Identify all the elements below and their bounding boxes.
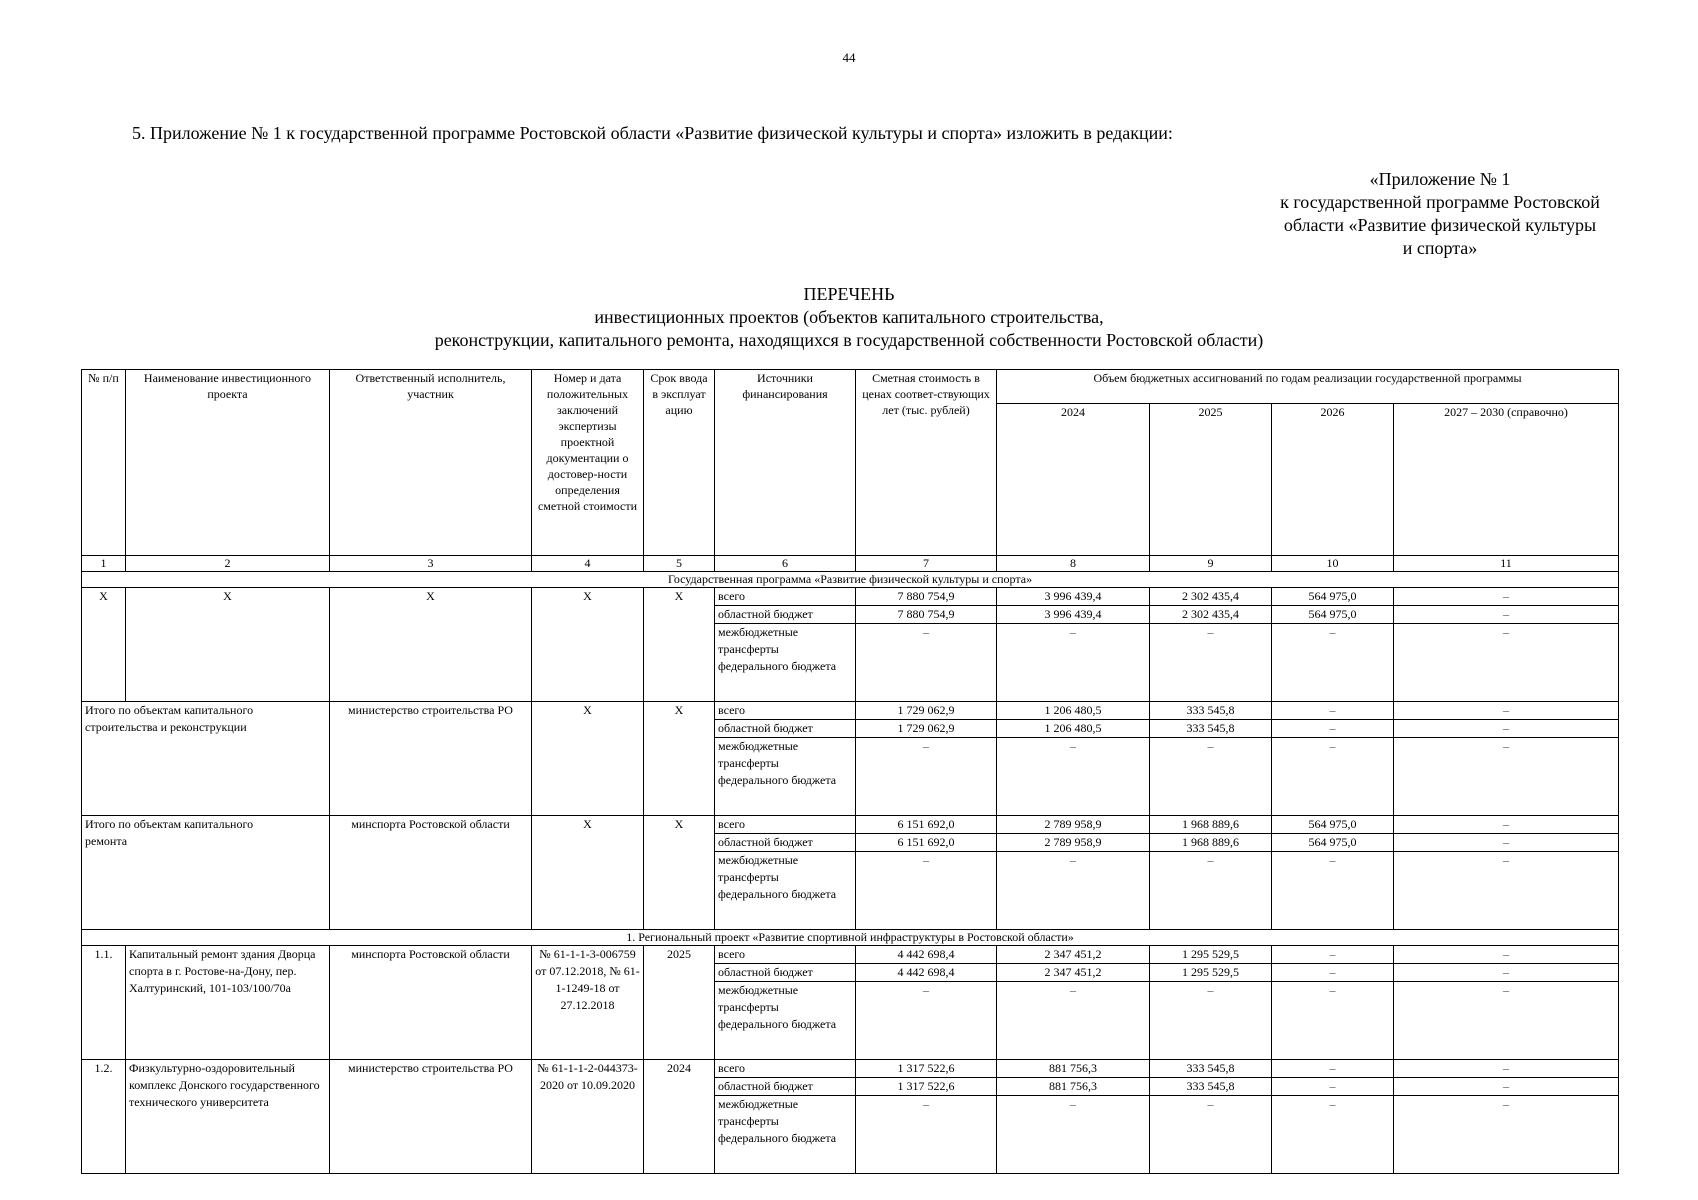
document-title	[0, 283, 1698, 352]
funding-source: областной бюджет	[715, 720, 856, 738]
funding-source: областной бюджет	[715, 1078, 856, 1096]
header-cost: Сметная стоимость в ценах соответ-ствующих лет (тыс. рублей)	[856, 370, 997, 556]
project-number: X	[82, 588, 126, 702]
commissioning-term: X	[644, 816, 715, 930]
funding-source: межбюджетные трансферты федерального бюджета	[715, 738, 856, 816]
amount-2024: 881 756,3	[997, 1060, 1150, 1078]
title-line: ПЕРЕЧЕНЬ	[803, 284, 895, 304]
amount-2024: 2 789 958,9	[997, 834, 1150, 852]
expertise-details: X	[532, 702, 644, 816]
estimated-cost: –	[856, 982, 997, 1060]
amount-2027-2030: –	[1394, 738, 1619, 816]
responsible-executor: министерство строительства РО	[330, 1060, 532, 1174]
table-row	[82, 946, 1619, 964]
amount-2027-2030: –	[1394, 964, 1619, 982]
expertise-details: X	[532, 816, 644, 930]
amount-2024: 3 996 439,4	[997, 588, 1150, 606]
section-title: 1. Региональный проект «Развитие спортивной инфраструктуры в Ростовской области»	[82, 930, 1619, 946]
estimated-cost: –	[856, 738, 997, 816]
estimated-cost: –	[856, 1096, 997, 1174]
column-number: 3	[330, 556, 532, 572]
funding-source: межбюджетные трансферты федерального бюджета	[715, 1096, 856, 1174]
amount-2026: 564 975,0	[1272, 606, 1394, 624]
estimated-cost: 1 317 522,6	[856, 1078, 997, 1096]
annex-header	[1240, 168, 1640, 260]
estimated-cost: 4 442 698,4	[856, 964, 997, 982]
amount-2024: 2 347 451,2	[997, 946, 1150, 964]
commissioning-term: 2025	[644, 946, 715, 1060]
amount-2026: –	[1272, 964, 1394, 982]
funding-source: всего	[715, 1060, 856, 1078]
funding-source: межбюджетные трансферты федерального бюджета	[715, 852, 856, 930]
table-row	[82, 816, 1619, 834]
estimated-cost: 7 880 754,9	[856, 588, 997, 606]
funding-source: областной бюджет	[715, 964, 856, 982]
expertise-details: X	[532, 588, 644, 702]
column-number: 10	[1272, 556, 1394, 572]
column-number: 1	[82, 556, 126, 572]
annex-line: и спорта»	[1402, 238, 1478, 258]
title-line: реконструкции, капитального ремонта, находящихся в государственной собственности Ростовской области)	[434, 330, 1264, 350]
amount-2027-2030: –	[1394, 1078, 1619, 1096]
amount-2026: –	[1272, 852, 1394, 930]
amount-2026: 564 975,0	[1272, 588, 1394, 606]
amount-2027-2030: –	[1394, 702, 1619, 720]
amount-2027-2030: –	[1394, 588, 1619, 606]
amount-2025: –	[1150, 1096, 1272, 1174]
project-name: Итого по объектам капитального ремонта	[82, 816, 330, 930]
project-name: Итого по объектам капитального строительства и реконструкции	[82, 702, 330, 816]
amount-2024: –	[997, 1096, 1150, 1174]
estimated-cost: 6 151 692,0	[856, 816, 997, 834]
amount-2024: –	[997, 982, 1150, 1060]
column-numbers-row	[82, 556, 1619, 572]
header-name: Наименование инвестиционного проекта	[126, 370, 330, 556]
responsible-executor: минспорта Ростовской области	[330, 946, 532, 1060]
amount-2025: 1 968 889,6	[1150, 816, 1272, 834]
header-volume: Объем бюджетных ассигнований по годам реализации государственной программы	[997, 370, 1619, 404]
amount-2024: 2 347 451,2	[997, 964, 1150, 982]
amount-2027-2030: –	[1394, 982, 1619, 1060]
amount-2027-2030: –	[1394, 834, 1619, 852]
amount-2026: –	[1272, 1078, 1394, 1096]
amount-2027-2030: –	[1394, 852, 1619, 930]
amount-2025: 333 545,8	[1150, 1060, 1272, 1078]
amount-2025: –	[1150, 982, 1272, 1060]
commissioning-term: X	[644, 588, 715, 702]
amount-2024: 1 206 480,5	[997, 702, 1150, 720]
amount-2024: 881 756,3	[997, 1078, 1150, 1096]
amount-2024: –	[997, 738, 1150, 816]
section-row-regional	[82, 930, 1619, 946]
amount-2025: 2 302 435,4	[1150, 588, 1272, 606]
annex-line: к государственной программе Ростовской	[1280, 192, 1600, 212]
amount-2025: –	[1150, 624, 1272, 702]
amount-2024: –	[997, 852, 1150, 930]
responsible-executor: X	[330, 588, 532, 702]
responsible-executor: министерство строительства РО	[330, 702, 532, 816]
project-name: X	[126, 588, 330, 702]
amount-2026: –	[1272, 720, 1394, 738]
amount-2025: 333 545,8	[1150, 720, 1272, 738]
funding-source: всего	[715, 588, 856, 606]
responsible-executor: минспорта Ростовской области	[330, 816, 532, 930]
header-row	[82, 370, 1619, 404]
amount-2026: –	[1272, 1060, 1394, 1078]
estimated-cost: 1 729 062,9	[856, 720, 997, 738]
estimated-cost: 1 317 522,6	[856, 1060, 997, 1078]
project-name: Капитальный ремонт здания Дворца спорта в г. Ростове-на-Дону, пер. Халтуринский, 101-103/100/70а	[126, 946, 330, 1060]
expertise-details: № 61-1-1-3-006759 от 07.12.2018, № 61-1-1249-18 от 27.12.2018	[532, 946, 644, 1060]
amount-2024: 1 206 480,5	[997, 720, 1150, 738]
expertise-details: № 61-1-1-2-044373-2020 от 10.09.2020	[532, 1060, 644, 1174]
estimated-cost: –	[856, 624, 997, 702]
section-row-program	[82, 572, 1619, 588]
amount-2027-2030: –	[1394, 1096, 1619, 1174]
header-2025: 2025	[1150, 404, 1272, 556]
estimated-cost: 7 880 754,9	[856, 606, 997, 624]
column-number: 7	[856, 556, 997, 572]
table-row	[82, 588, 1619, 606]
table-row	[82, 1060, 1619, 1078]
estimated-cost: 6 151 692,0	[856, 834, 997, 852]
column-number: 6	[715, 556, 856, 572]
funding-source: всего	[715, 816, 856, 834]
amount-2027-2030: –	[1394, 720, 1619, 738]
header-expertise: Номер и дата положительных заключений экспертизы проектной документации о достовер-ности определения сметной стоимости	[532, 370, 644, 556]
amount-2027-2030: –	[1394, 606, 1619, 624]
header-responsible: Ответственный исполнитель, участник	[330, 370, 532, 556]
funding-source: всего	[715, 702, 856, 720]
column-number: 11	[1394, 556, 1619, 572]
project-number: 1.1.	[82, 946, 126, 1060]
estimated-cost: 4 442 698,4	[856, 946, 997, 964]
amount-2027-2030: –	[1394, 816, 1619, 834]
investment-projects-table	[81, 369, 1619, 1174]
column-number: 5	[644, 556, 715, 572]
table-row	[82, 702, 1619, 720]
header-sources: Источники финансирования	[715, 370, 856, 556]
amount-2026: –	[1272, 738, 1394, 816]
header-2024: 2024	[997, 404, 1150, 556]
amount-2025: –	[1150, 738, 1272, 816]
amount-2025: 1 295 529,5	[1150, 946, 1272, 964]
header-2027-2030: 2027 – 2030 (справочно)	[1394, 404, 1619, 556]
project-name: Физкультурно-оздоровительный комплекс Донского государственного технического университета	[126, 1060, 330, 1174]
amount-2025: 1 295 529,5	[1150, 964, 1272, 982]
amount-2026: –	[1272, 982, 1394, 1060]
amount-2027-2030: –	[1394, 946, 1619, 964]
column-number: 2	[126, 556, 330, 572]
amount-2024: –	[997, 624, 1150, 702]
amount-2025: 1 968 889,6	[1150, 834, 1272, 852]
amount-2025: 333 545,8	[1150, 702, 1272, 720]
amount-2027-2030: –	[1394, 624, 1619, 702]
page-number: 44	[842, 50, 856, 65]
amount-2026: 564 975,0	[1272, 834, 1394, 852]
amount-2027-2030: –	[1394, 1060, 1619, 1078]
header-2026: 2026	[1272, 404, 1394, 556]
column-number: 8	[997, 556, 1150, 572]
funding-source: областной бюджет	[715, 606, 856, 624]
amount-2026: –	[1272, 946, 1394, 964]
amount-2026: –	[1272, 1096, 1394, 1174]
header-term: Срок ввода в эксплуат ацию	[644, 370, 715, 556]
funding-source: всего	[715, 946, 856, 964]
title-line: инвестиционных проектов (объектов капитального строительства,	[594, 307, 1104, 327]
funding-source: областной бюджет	[715, 834, 856, 852]
funding-source: межбюджетные трансферты федерального бюджета	[715, 624, 856, 702]
column-number: 9	[1150, 556, 1272, 572]
amount-2025: 2 302 435,4	[1150, 606, 1272, 624]
estimated-cost: –	[856, 852, 997, 930]
amount-2025: 333 545,8	[1150, 1078, 1272, 1096]
section-title: Государственная программа «Развитие физической культуры и спорта»	[82, 572, 1619, 588]
amount-2026: 564 975,0	[1272, 816, 1394, 834]
amount-2026: –	[1272, 624, 1394, 702]
amount-2024: 3 996 439,4	[997, 606, 1150, 624]
annex-line: области «Развитие физической культуры	[1283, 215, 1597, 235]
header-num: № п/п	[82, 370, 126, 556]
column-number: 4	[532, 556, 644, 572]
amount-2026: –	[1272, 702, 1394, 720]
instruction-text: 5. Приложение № 1 к государственной программе Ростовской области «Развитие физической культуры и спорта» изложить в редакции:	[132, 123, 1173, 143]
project-number: 1.2.	[82, 1060, 126, 1174]
estimated-cost: 1 729 062,9	[856, 702, 997, 720]
commissioning-term: X	[644, 702, 715, 816]
amount-2025: –	[1150, 852, 1272, 930]
amount-2024: 2 789 958,9	[997, 816, 1150, 834]
funding-source: межбюджетные трансферты федерального бюджета	[715, 982, 856, 1060]
commissioning-term: 2024	[644, 1060, 715, 1174]
annex-line: «Приложение № 1	[1369, 169, 1511, 189]
